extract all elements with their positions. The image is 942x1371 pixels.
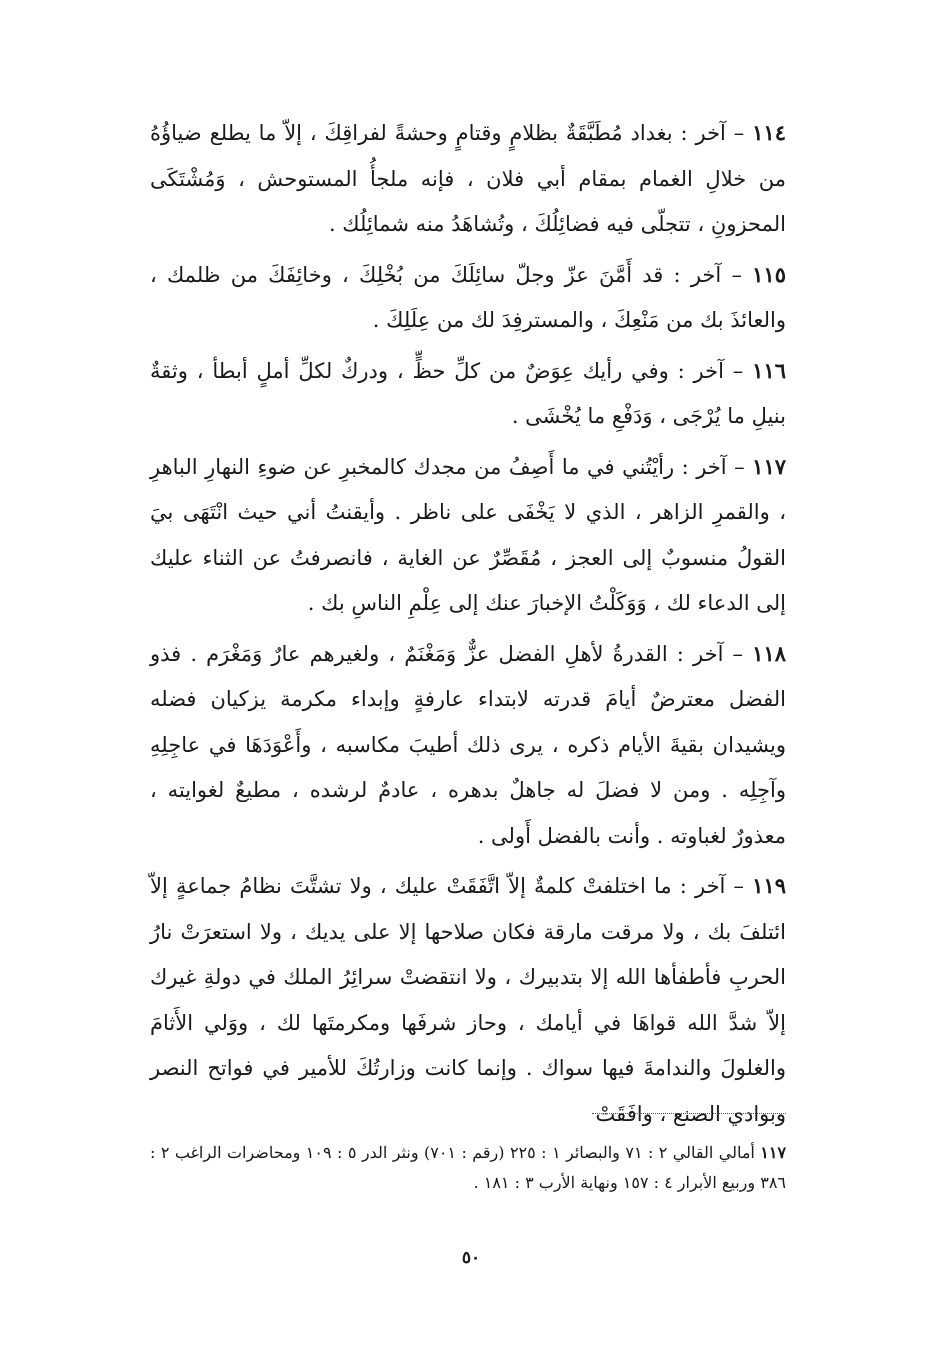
entry-117: [150, 444, 786, 627]
footnote-117: [150, 1138, 786, 1198]
entry-number: ١١٧: [752, 453, 787, 479]
entry-number: ١١٤: [752, 120, 786, 145]
entry-text: – آخر : ما اختلفتْ كلمةٌ إلاّ اتَّفَقَتْ عليك ، ولا تشتَّتَ نظامُ جماعةٍ إلاّ ائتلفَ بك ، ولا مرقت مارقة فكان صلاحها إلا على يديك ، ولا استعرَتْ نارُ الحربِ فأطفأها الله إلا بتدبيرك ، ولا انتقضتْ سرائِرُ الملك في دولةِ غيرك إلاّ شدَّ الله قواهَا في أيامك ، وحاز شرفَها ومكرمتَها لك ، ووَلي الأَثامَ والغلولَ والندامةَ فيها سواك . وإنما كانت وزارتُكَ للأمير في فواتح النصر وبوادي الصنع ، وافَقَتْ: [150, 874, 786, 1126]
footnote-separator: [592, 1113, 786, 1114]
entry-number: ١١٦: [752, 357, 786, 383]
entry-115: [150, 252, 786, 344]
entry-number: ١١٩: [752, 873, 786, 898]
entry-119: [150, 863, 786, 1137]
entry-116: [150, 348, 786, 440]
footnote-text: أمالي القالي ٢ : ٧١ والبصائر ١ : ٢٢٥ (رقم : ٧٠١) ونثر الدر ٥ : ١٠٩ ومحاضرات الراغب ٢ : ٣٨٦ وربيع الأبرار ٤ : ١٥٧ ونهاية الأرب ٣ : ١٨١ .: [150, 1143, 786, 1192]
entry-118: [150, 631, 786, 860]
entry-text: – آخر : وفي رأيك عِوَضٌ من كلِّ حظٍّ ، ودركٌ لكلِّ أملٍ أبطأ ، وثقةٌ بنيلِ ما يُرْجَى ، وَدَفْعِ ما يُخْشَى .: [150, 358, 786, 428]
entry-114: [150, 110, 786, 248]
entry-text: – آخر : رأيْتُني في ما أَصِفُ من مجدك كالمخبرِ عن ضوءِ النهارِ الباهرِ ، والقمرِ الزاهر ، الذي لا يَخْفَى على ناظر . وأيقنتُ أني حيث انْتَهَى بيَ القولُ منسوبٌ إلى العجز ، مُقَصِّرٌ عن الغاية ، فانصرفتُ عن الثناء عليك إلى الدعاء لك ، وَوَكَلْتُ الإخبارَ عنك إلى عِلْمِ الناسِ بك .: [150, 454, 786, 615]
entry-text: – آخر : بغداد مُطَبَّقَةٌ بظلامٍ وقتامٍ وحشةً لفراقِكَ ، إلاّ ما يطلع ضياؤُهُ من خلالِ الغمام بمقام أبي فلان ، فإنه ملجأُ المستوحش ، وَمُشْتَكَى المحزونِ ، تتجلّى فيه فضائِلُكَ ، وتُشاهَدُ منه شمائِلُك .: [150, 121, 786, 236]
page-number: ٥٠: [461, 1248, 481, 1268]
entry-text: – آخر : القدرةُ لأهلِ الفضل عزٌّ وَمَغْنَمٌ ، ولغيرهم عارٌ وَمَغْرَم . فذو الفضل معترضٌ أيامَ قدرته لابتداء عارفةٍ وإبداء مكرمة يزكيان فضله ويشيدان بقيةَ الأيام ذكره ، يرى ذلك أطيبَ مكاسبه ، وأَعْوَدَهَا في عاجِلِهِ وآجِلِه . ومن لا فضلَ له جاهلٌ بدهره ، عادمٌ لرشده ، مطيعٌ لغوايته ، معذورٌ لغباوته . وأنت بالفضل أَولى .: [150, 641, 786, 848]
entry-text: – آخر : قد أَمَّنَ عزّ وجلّ سائِلَكَ من بُخْلِكَ ، وخائِفَكَ من ظلمك ، والعائذَ بك من مَنْعِكَ ، والمسترفِدَ لك من عِلَلِكَ .: [150, 262, 786, 332]
footnote-number: ١١٧: [760, 1143, 787, 1162]
main-text: [150, 110, 786, 1141]
entry-number: ١١٨: [752, 640, 786, 666]
entry-number: ١١٥: [752, 261, 786, 287]
